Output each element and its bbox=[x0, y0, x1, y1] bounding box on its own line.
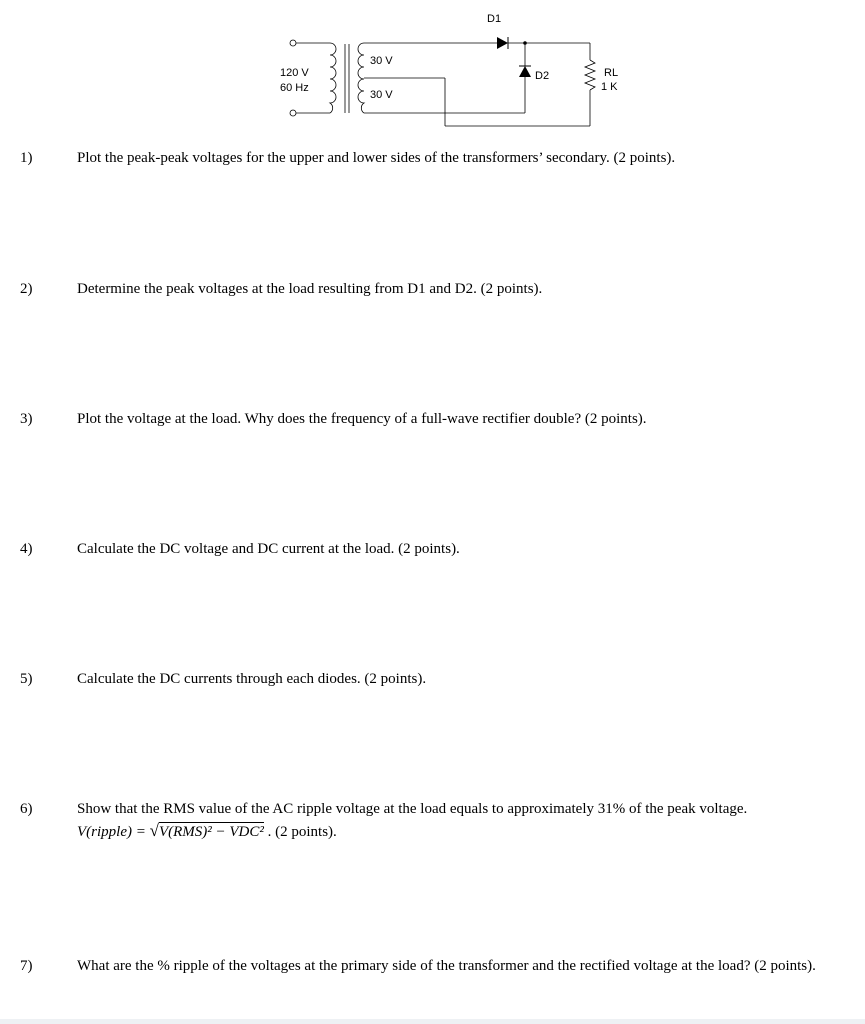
formula-radicand: V(RMS)² − VDC² bbox=[158, 824, 264, 840]
load-resistor bbox=[585, 60, 595, 90]
primary-coil bbox=[330, 43, 336, 113]
sqrt-icon: √ bbox=[149, 821, 159, 840]
page-bottom-edge bbox=[0, 1019, 865, 1024]
formula-tail: . (2 points). bbox=[267, 824, 337, 840]
question-text-block bbox=[77, 799, 847, 843]
primary-freq-label: 60 Hz bbox=[280, 82, 309, 94]
question-number: 7) bbox=[20, 958, 33, 974]
rectifier-circuit-diagram bbox=[0, 0, 865, 140]
question-text: Calculate the DC currents through each diodes. (2 points). bbox=[77, 671, 427, 687]
question-text: Calculate the DC voltage and DC current at the load. (2 points). bbox=[77, 541, 460, 557]
question-number: 2) bbox=[20, 281, 33, 297]
ripple-formula bbox=[77, 820, 847, 843]
load-label: RL bbox=[604, 67, 619, 79]
diode-d1 bbox=[497, 37, 508, 49]
question-number: 5) bbox=[20, 671, 33, 687]
question-number: 1) bbox=[20, 150, 33, 166]
secondary-upper-label: 30 V bbox=[370, 55, 393, 67]
d2-label: D2 bbox=[535, 70, 550, 82]
question-text: Plot the voltage at the load. Why does the frequency of a full-wave rectifier double? (2 points). bbox=[77, 411, 647, 427]
question-number: 4) bbox=[20, 541, 33, 557]
load-value-label: 1 K bbox=[601, 81, 618, 93]
diode-d2 bbox=[519, 66, 531, 77]
primary-terminal-bottom bbox=[290, 110, 296, 116]
question-text: Plot the peak-peak voltages for the upper and lower sides of the transformers’ secondary. (2 points). bbox=[77, 150, 676, 166]
formula-sqrt bbox=[150, 820, 264, 843]
primary-terminal-top bbox=[290, 40, 296, 46]
question-text: Determine the peak voltages at the load resulting from D1 and D2. (2 points). bbox=[77, 281, 543, 297]
question-text: Show that the RMS value of the AC ripple voltage at the load equals to approximately 31% of the peak voltage. bbox=[77, 801, 748, 817]
question-text: What are the % ripple of the voltages at the primary side of the transformer and the rectified voltage at the load? (2 points). bbox=[77, 958, 816, 974]
secondary-coil bbox=[358, 43, 364, 113]
primary-voltage-label: 120 V bbox=[280, 67, 309, 79]
question-number: 6) bbox=[20, 801, 33, 817]
secondary-lower-label: 30 V bbox=[370, 89, 393, 101]
d1-label: D1 bbox=[487, 13, 502, 25]
formula-lhs: V(ripple) = bbox=[77, 824, 150, 840]
question-number: 3) bbox=[20, 411, 33, 427]
